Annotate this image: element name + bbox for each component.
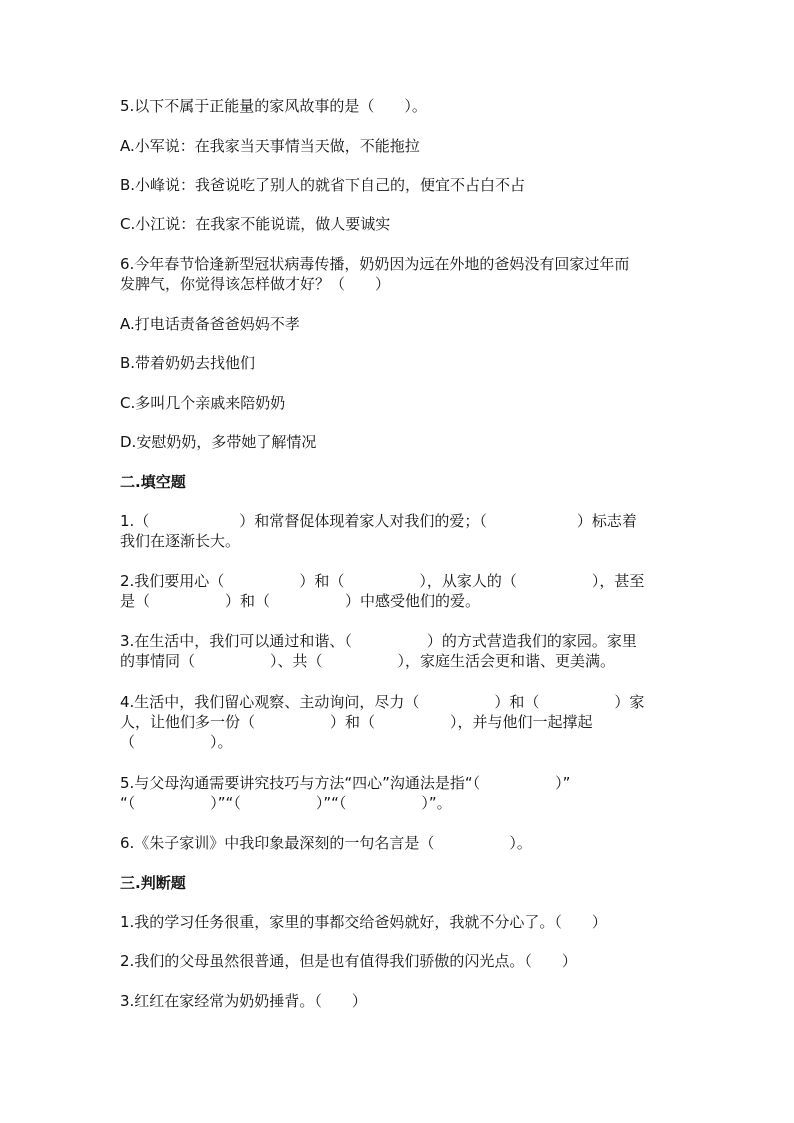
fill-item-6: 6.《朱子家训》中我印象最深刻的一句名言是（ ）。 [120, 834, 532, 852]
q5-option-a: A.小军说：在我家当天事情当天做，不能拖拉 [120, 137, 420, 155]
q6-option-c: C.多叫几个亲戚来陪奶奶 [120, 394, 286, 412]
fill-item-5-line-1: 5.与父母沟通需要讲究技巧与方法“四心”沟通法是指“（ ）” [120, 774, 571, 792]
fill-item-4-line-1: 4.生活中，我们留心观察、主动询问，尽力（ ）和（ ）家 [120, 693, 645, 711]
q6-stem-line-2: 发脾气，你觉得该怎样做才好？（ ） [120, 275, 391, 293]
q5-option-b: B.小峰说：我爸说吃了别人的就省下自己的，便宜不占白不占 [120, 176, 526, 194]
fill-item-2-line-1: 2.我们要用心（ ）和（ ），从家人的（ ），甚至 [120, 572, 645, 590]
fill-item-3-line-2: 的事情同（ ）、共（ ），家庭生活会更和谐、更美满。 [120, 652, 616, 670]
judge-item-3: 3.红红在家经常为奶奶捶背。（ ） [120, 992, 367, 1010]
fill-item-3-line-1: 3.在生活中，我们可以通过和谐、（ ）的方式营造我们的家园。家里 [120, 632, 637, 650]
q6-option-d: D.安慰奶奶，多带她了解情况 [120, 433, 317, 451]
fill-item-5-line-2: “（ ）”“（ ）”“（ ）”。 [120, 794, 452, 812]
fill-item-1-line-1: 1.（ ）和常督促体现着家人对我们的爱；（ ）标志着 [120, 512, 637, 530]
q5-stem: 5.以下不属于正能量的家风故事的是（ ）。 [120, 97, 427, 115]
fill-item-1-line-2: 我们在逐渐长大。 [120, 532, 241, 550]
q6-stem-line-1: 6.今年春节恰逢新型冠状病毒传播，奶奶因为远在外地的爸妈没有回家过年而 [120, 255, 630, 273]
fill-item-2-line-2: 是（ ）和（ ）中感受他们的爱。 [120, 592, 481, 610]
fill-item-4-line-2: 人，让他们多一份（ ）和（ ），并与他们一起撑起 [120, 713, 593, 731]
section3-title: 三.判断题 [120, 874, 186, 892]
q5-option-c: C.小江说：在我家不能说谎，做人要诚实 [120, 215, 391, 233]
q6-option-b: B.带着奶奶去找他们 [120, 354, 256, 372]
judge-item-2: 2.我们的父母虽然很普通，但是也有值得我们骄傲的闪光点。（ ） [120, 952, 577, 970]
fill-item-4-line-3: （ ）。 [120, 733, 233, 751]
q6-option-a: A.打电话责备爸爸妈妈不孝 [120, 315, 300, 333]
judge-item-1: 1.我的学习任务很重，家里的事都交给爸妈就好，我就不分心了。（ ） [120, 913, 607, 931]
section2-title: 二.填空题 [120, 473, 186, 491]
